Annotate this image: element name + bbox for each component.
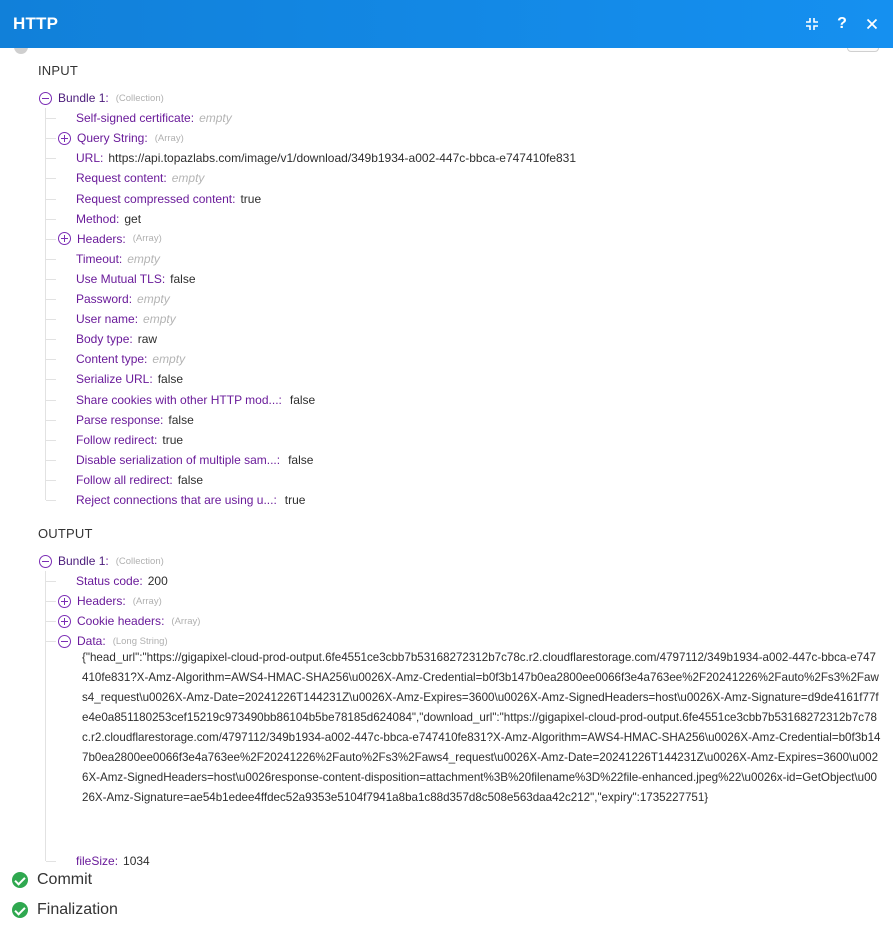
empty-value: empty <box>199 111 232 126</box>
expand-toggle-icon[interactable] <box>58 132 71 145</box>
colon-separator: : <box>161 614 165 629</box>
field-key: Password <box>76 292 129 306</box>
field-row-self-signed-certificate <box>76 108 232 128</box>
colon-separator: : <box>105 554 109 568</box>
tree-guide-tick <box>46 199 56 200</box>
tree-guide-tick <box>46 400 56 401</box>
field-key: Reject connections that are using u... <box>76 493 274 507</box>
tree-guide-tick <box>46 480 56 481</box>
field-row-query-string[interactable] <box>58 128 184 148</box>
tree-guide-tick <box>46 219 56 220</box>
detail-tab[interactable] <box>847 48 879 52</box>
colon-separator: : <box>122 231 126 246</box>
tree-guide-tick <box>46 158 56 159</box>
field-row-headers[interactable] <box>58 591 162 611</box>
field-key: Disable serialization of multiple sam... <box>76 452 277 467</box>
colon-separator: : <box>278 392 282 407</box>
colon-separator: : <box>144 352 148 367</box>
empty-value: empty <box>143 312 176 327</box>
field-row-reject-connections-that-are-using-u <box>76 490 305 510</box>
tree-guide-tick <box>46 178 56 179</box>
field-key: Self-signed certificate <box>76 111 191 126</box>
field-value: true <box>162 432 184 447</box>
status-dot-icon <box>14 48 28 54</box>
input-section-title: INPUT <box>38 63 78 78</box>
colon-separator: : <box>149 372 153 387</box>
colon-separator: : <box>161 271 166 286</box>
field-row-disable-serialization-of-multiple-sam <box>76 450 313 470</box>
module-title: HTTP <box>13 14 59 33</box>
field-value: true <box>284 493 306 507</box>
field-key: Use Mutual TLS <box>76 271 162 286</box>
field-value: https://api.topazlabs.com/image/v1/download/349b1934-a002-447c-bbca-e747410fe831 <box>108 151 577 166</box>
tree-guide-tick <box>46 379 56 380</box>
colon-separator: : <box>102 634 106 649</box>
output-bundle-row[interactable] <box>39 551 164 571</box>
collapse-toggle-icon[interactable] <box>39 555 52 568</box>
field-row-use-mutual-tls <box>76 269 196 289</box>
data-long-string-value: {"head_url":"https://gigapixel-cloud-prod-output.6fe4551ce3cbb7b53168272312b7c78c.r2.cloudflarestorage.com/4797112/349b1934-a002-447c-bbca-e747410fe831?X-Amz-Algorithm=AWS4-HMAC-SHA256\u0026X-Amz-Credential=b0f3b147b0ea2800ee0066f3e4a763ee%2F20241226%2Fauto%2Fs3%2Faws4_request\u0026X-Amz-Date=20241226T144231Z\u0026X-Amz-Expires=3600\u0026X-Amz-SignedHeaders=host\u0026X-Amz-Signature=d9de4161f77fe4e0a851180253cef15219c973490bb86104b5be78185d624084","download_url":"https://gigapixel-cloud-prod-output.6fe4551ce3cbb7b53168272312b7c78c.r2.cloudflarestorage.com/4797112/349b1934-a002-447c-bbca-e747410fe831?X-Amz-Algorithm=AWS4-HMAC-SHA256\u0026X-Amz-Credential=b0f3b147b0ea2800ee0066f3e4a763ee%2F20241226%2Fauto%2Fs3%2Faws4_request\u0026X-Amz-Date=20241226T144231Z\u0026X-Amz-Expires=3600\u0026X-Amz-SignedHeaders=host\u0026response-content-disposition=attachment%3B%20filename%3D%22file-enhanced.jpeg%22\u0026x-id=GetObject\u0026X-Amz-Signature=ae54b1edee4ffdec52a9353e5104f7941a8ba1c88d357d8c508e563daa42c212","expiry":1735227751} <box>82 651 881 804</box>
colon-separator: : <box>116 211 120 226</box>
field-key: Headers <box>77 231 123 246</box>
field-row-serialize-url <box>76 369 183 389</box>
field-row-body-type <box>76 329 157 349</box>
field-row-content-type <box>76 349 185 369</box>
field-value: false <box>168 412 194 427</box>
field-type: (Array) <box>132 595 162 607</box>
success-check-icon <box>12 902 28 918</box>
tree-guide-tick <box>46 118 56 119</box>
field-row-user-name <box>76 309 176 329</box>
colon-separator: : <box>118 251 123 266</box>
tree-guide-tick <box>46 259 56 260</box>
tree-guide-tick <box>46 621 56 622</box>
colon-separator: : <box>169 472 173 487</box>
colon-separator: : <box>100 151 104 166</box>
field-value: get <box>124 211 142 226</box>
bundle-label: Bundle 1 <box>58 554 106 568</box>
step-finalization <box>12 901 118 919</box>
field-key: Serialize URL <box>76 372 150 387</box>
field-row-method <box>76 209 141 229</box>
colon-separator: : <box>134 312 139 327</box>
tree-guide-tick <box>46 299 56 300</box>
field-key: Timeout <box>76 251 119 266</box>
field-type: (Array) <box>154 132 184 144</box>
tree-guide-tick <box>46 581 56 582</box>
colon-separator: : <box>105 91 109 105</box>
expand-toggle-icon[interactable] <box>58 595 71 608</box>
field-key: Headers <box>77 594 123 609</box>
colon-separator: : <box>122 594 126 609</box>
help-icon[interactable]: ? <box>837 15 847 32</box>
field-value: 200 <box>147 574 168 589</box>
field-key: Share cookies with other HTTP mod... <box>76 392 279 407</box>
colon-separator: : <box>144 131 148 146</box>
colon-separator: : <box>154 432 158 447</box>
colon-separator: : <box>129 332 133 347</box>
field-row-timeout <box>76 249 160 269</box>
tree-guide-tick <box>46 279 56 280</box>
field-key: Follow all redirect <box>76 472 170 487</box>
tree-guide-tick <box>46 460 56 461</box>
field-value: false <box>170 271 196 286</box>
field-row-filesize <box>76 851 150 871</box>
field-key: Request compressed content <box>76 191 233 206</box>
field-value: 1034 <box>123 854 150 869</box>
tree-guide-tick <box>46 641 56 642</box>
module-header <box>0 0 893 48</box>
empty-value: empty <box>137 292 170 306</box>
field-row-share-cookies-with-other-http-mod <box>76 390 315 410</box>
step-commit <box>12 871 92 889</box>
field-row-parse-response <box>76 410 194 430</box>
scrolled-content-edge <box>0 48 893 54</box>
field-row-status-code <box>76 571 168 591</box>
collapse-icon[interactable] <box>797 9 827 39</box>
close-icon[interactable] <box>857 9 887 39</box>
field-key: fileSize <box>76 854 115 869</box>
colon-separator: : <box>190 111 195 126</box>
colon-separator: : <box>160 412 164 427</box>
field-row-url <box>76 148 576 168</box>
field-type: (Array) <box>171 615 201 627</box>
field-key: Request content <box>76 171 164 186</box>
bundle-type: (Collection) <box>115 555 164 567</box>
field-key: Content type <box>76 352 145 367</box>
tree-guide-tick <box>46 339 56 340</box>
field-row-request-content <box>76 168 204 188</box>
tree-guide-tick <box>46 239 56 240</box>
tree-guide-tick <box>46 601 56 602</box>
tree-guide-line <box>45 108 46 500</box>
header-actions <box>797 0 893 48</box>
colon-separator: : <box>273 493 277 507</box>
expand-toggle-icon[interactable] <box>58 232 71 245</box>
success-check-icon <box>12 872 28 888</box>
tree-guide-tick <box>46 138 56 139</box>
colon-separator: : <box>163 171 167 186</box>
tree-guide-tick <box>46 500 56 501</box>
field-key: URL <box>76 151 101 166</box>
field-key: Status code <box>76 574 140 589</box>
empty-value: empty <box>127 251 160 266</box>
collapse-toggle-icon[interactable] <box>58 635 71 648</box>
field-value: false <box>157 372 184 387</box>
colon-separator: : <box>128 292 133 306</box>
field-key: Query String <box>77 131 145 146</box>
field-row-request-compressed-content <box>76 189 261 209</box>
field-key: Parse response <box>76 412 161 427</box>
field-row-cookie-headers[interactable] <box>58 611 200 631</box>
field-row-password <box>76 289 170 309</box>
output-section-title: OUTPUT <box>38 526 93 541</box>
field-value: false <box>289 392 316 407</box>
tree-guide-tick <box>46 861 56 862</box>
tree-guide-tick <box>46 420 56 421</box>
colon-separator: : <box>276 452 281 467</box>
field-value: raw <box>137 332 158 347</box>
colon-separator: : <box>232 191 236 206</box>
field-key: Cookie headers <box>77 614 162 629</box>
field-row-follow-redirect <box>76 430 183 450</box>
field-value: false <box>177 472 204 487</box>
step-label: Finalization <box>37 901 118 918</box>
input-bundle-row[interactable] <box>39 88 164 108</box>
field-key: Data <box>77 634 103 649</box>
colon-separator: : <box>114 854 119 869</box>
field-value: false <box>288 452 314 467</box>
tree-guide-tick <box>46 319 56 320</box>
field-key: Body type <box>76 332 130 347</box>
field-row-follow-all-redirect <box>76 470 203 490</box>
field-type: (Long String) <box>112 635 168 647</box>
field-key: User name <box>76 312 135 327</box>
empty-value: empty <box>171 171 205 186</box>
field-key: Method <box>76 211 117 226</box>
collapse-toggle-icon[interactable] <box>39 92 52 105</box>
bundle-label: Bundle 1 <box>58 91 106 105</box>
field-value: true <box>240 191 262 206</box>
field-row-headers[interactable] <box>58 229 162 249</box>
expand-toggle-icon[interactable] <box>58 615 71 628</box>
field-type: (Array) <box>132 233 162 245</box>
field-key: Follow redirect <box>76 432 155 447</box>
bundle-type: (Collection) <box>115 92 164 104</box>
tree-guide-line <box>45 571 46 861</box>
step-label: Commit <box>37 871 93 888</box>
tree-guide-tick <box>46 359 56 360</box>
colon-separator: : <box>139 574 143 589</box>
tree-guide-tick <box>46 440 56 441</box>
empty-value: empty <box>152 352 186 367</box>
